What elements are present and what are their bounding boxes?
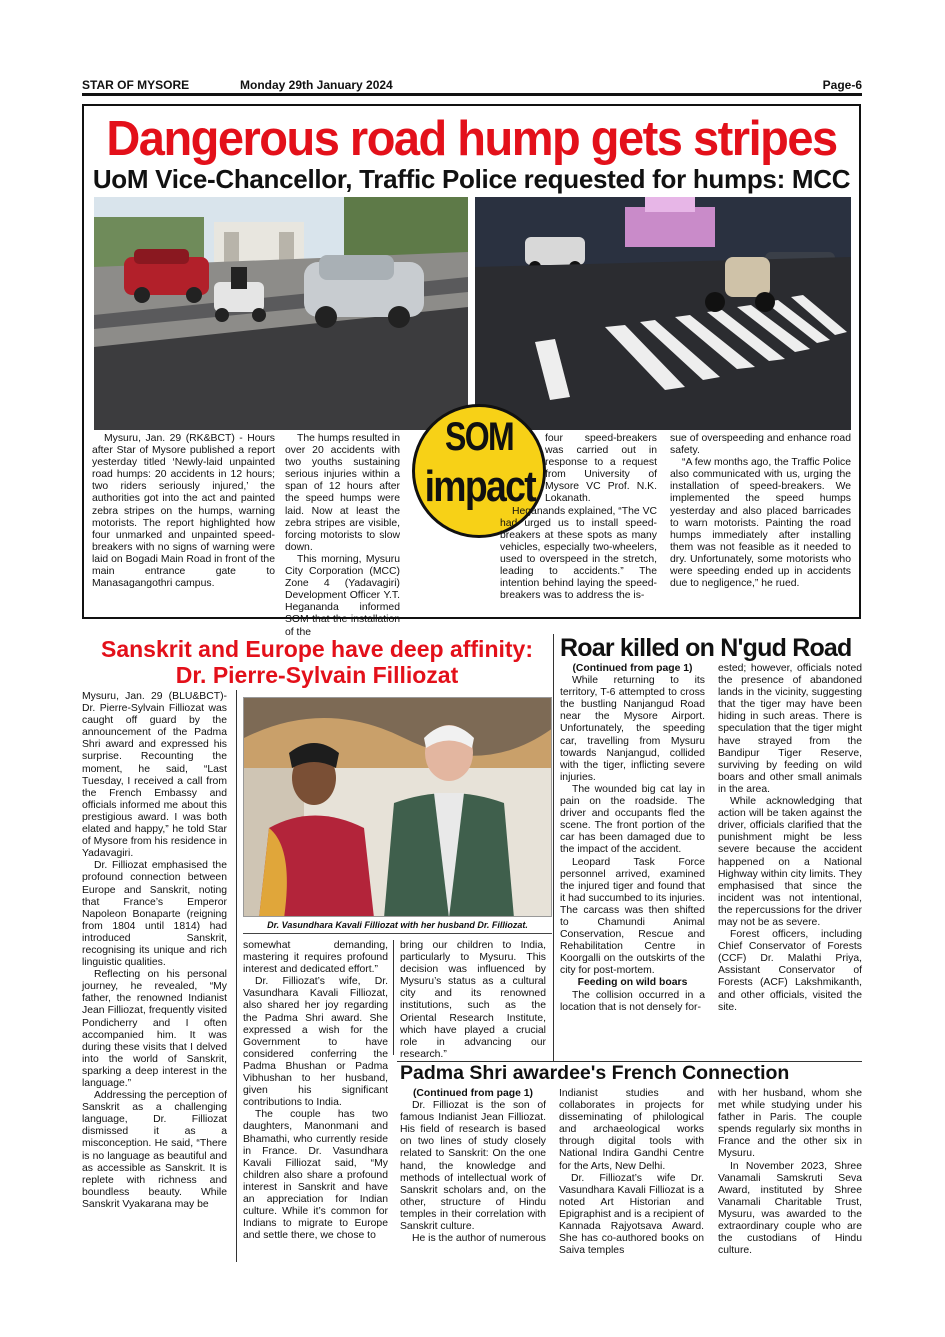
page-number: Page-6 bbox=[822, 78, 862, 92]
sanskrit-col1-para-3: Reflecting on his personal journey, he revealed, “My father, the renowned Indianist Jean Filliozat, frequently visited Pondicherry and I often accompanied him. It was during these visits that I delved into the world of Sanskrit, sparking a deep interest in the language.” bbox=[82, 969, 227, 1089]
road-hump-stripes-photo bbox=[475, 197, 851, 430]
lead-col4-para-a: sue of overspeeding and enhance road safety. bbox=[670, 433, 851, 457]
padma-col2-para-1: Indianist studies and collaborates in projects for disseminating of philological and archaeological works through digital tools with National Indira Gandhi Centre for the Arts, New Delhi. bbox=[559, 1088, 704, 1172]
paper-name: STAR OF MYSORE bbox=[82, 78, 190, 92]
lead-col3-para-b: Heganands explained, “The VC had urged us to install speed-breakers at these spots as many vehicles, especially two-wheelers, used to overspeed in the stretch, leading to accidents.” The intention behind laying the speed-breakers was to address the is- bbox=[500, 505, 657, 602]
roar-subhead: Feeding on wild boars bbox=[577, 977, 688, 989]
column-divider bbox=[393, 940, 394, 1055]
padma-col1-para-1: Dr. Filliozat is the son of famous Indianist Jean Filliozat. His field of research is based on two lines of study closely related to Sanskrit: On the one hand, the knowledge and methods of intellectual work of Sanskrit scholars and, on the other, structure of Hindu temples in their correlation with Sanskrit culture. bbox=[400, 1100, 546, 1233]
filliozat-couple-photo bbox=[243, 697, 552, 917]
lead-col2-para-b: This morning, Mysuru City Corporation (MCC) Zone 4 (Yadavagiri) Development Officer Y.T. Hegananda informed SOM that the installation of the bbox=[285, 553, 400, 638]
lead-col2-para-a: The humps resulted in over 20 accidents with two youths sustaining serious injuries within a span of 12 hours after the speed humps were laid. Now at least the zebra stripes are visible, forcing motorists to slow down. bbox=[285, 433, 400, 553]
padma-headline: Padma Shri awardee's French Connection bbox=[400, 1062, 790, 1084]
sanskrit-column-1 bbox=[82, 691, 227, 1211]
roar-col2-para-1: ested; however, officials noted the presence of abandoned lands in the vicinity, suggesting that the tiger may have been hiding in such areas. There is speculation that the tiger might have strayed from the Bandipur Tiger Reserve, surviving by feeding on wild boars and other small animals in the area. bbox=[718, 663, 862, 795]
column-divider bbox=[236, 690, 237, 1262]
lead-column-4 bbox=[670, 433, 851, 590]
roar-headline: Roar killed on N'gud Road bbox=[560, 634, 852, 662]
padma-col2-para-2: Dr. Filliozat’s wife Dr. Vasundhara Kavali Filliozat is a noted Art Historian and Epigraphist and is a recipient of Kannada Rajyotsava Award. She has co-authored books on Saiva temples bbox=[559, 1172, 704, 1257]
column-divider bbox=[553, 634, 554, 1062]
caption-rule bbox=[243, 933, 552, 934]
roar-col2-para-3: Forest officers, including Chief Conservator of Forests (CCF) Dr. Malathi Priya, Assistant Conservator of Forests (ACF) Lakshmikanth, and other officials, visited the site. bbox=[718, 929, 862, 1013]
sanskrit-col2-para-1: somewhat demanding, mastering it requires profound interest and dedicated effort.” bbox=[243, 940, 388, 976]
sanskrit-column-3 bbox=[400, 940, 546, 1061]
road-hump-day-photo bbox=[94, 197, 468, 430]
masthead bbox=[82, 76, 862, 94]
padma-continued: (Continued from page 1) bbox=[412, 1088, 534, 1099]
lead-col1-text: Mysuru, Jan. 29 (RK&BCT) - Hours after Star of Mysore published a report yesterday titled ‘Newly-laid unpainted road humps: 20 accidents in 12 hours; two riders seriously injured,’ the authorities got into the act and painted zebra stripes on the humps, warning motorists. The report highlighted how four unmarked and unpainted speed-breakers with no signs of warning were laid on Bogadi Main Road in front of the main entrance gate to Manasagangothri campus. bbox=[92, 433, 275, 590]
padma-col3-para-1: with her husband, whom she met while studying under his father in Paris. The couple spends regularly six months in France and the other six in Mysuru. bbox=[718, 1088, 862, 1160]
roar-col1-para-3: Leopard Task Force personnel arrived, examined the injured tiger and found that it had succumbed to its injuries. The carcass was then shifted to Chamundi Animal Conservation, Rescue and Rehabilitation Centre in Koorgalli on the outskirts of the city for post-mortem. bbox=[560, 856, 705, 977]
padma-column-3 bbox=[718, 1088, 862, 1257]
padma-col1-para-2: He is the author of numerous bbox=[412, 1233, 546, 1245]
badge-som-text: SOM bbox=[444, 415, 514, 459]
padma-column-1 bbox=[400, 1088, 546, 1245]
masthead-rule bbox=[82, 93, 862, 96]
sanskrit-column-2 bbox=[243, 940, 388, 1242]
roar-column-1 bbox=[560, 663, 705, 1014]
roar-col2-para-2: While acknowledging that action will be taken against the driver, officials clarified that the punishment might be less severe because the accident happened on a National Highway within city limits. They emphasised that since the incident was not intentional, the repercussions for the driver may not be as severe. bbox=[718, 796, 862, 928]
roar-col1-para-1: While returning to its territory, T-6 attempted to cross the bustling Nanjangud Road near the Mysore Airport. Unfortunately, the speeding car, travelling from Mysuru towards Nanjangud, collided with the tiger, inflicting severe injuries. bbox=[560, 675, 705, 783]
roar-col1-para-2: The wounded big cat lay in pain on the roadside. The driver and occupants fled the scene. The front portion of the car has been damaged due to the impact of the accident. bbox=[560, 783, 705, 856]
sanskrit-col1-para-4: Addressing the perception of Sanskrit as a challenging language, Dr. Filliozat dismissed it as a misconception. He said, “There is no language as beautiful and as accessible as Sanskrit. It is replete with richness and boundless beauty. While Sanskrit Vyakarana may be bbox=[82, 1090, 227, 1210]
issue-date: Monday 29th January 2024 bbox=[240, 78, 393, 92]
sanskrit-photo-caption: Dr. Vasundhara Kavali Filliozat with her husband Dr. Filliozat. bbox=[267, 920, 528, 930]
lead-column-2 bbox=[285, 433, 400, 639]
padma-col3-para-2: In November 2023, Shree Vanamali Samskruti Seva Award, instituted by Shree Vanamali Charitable Trust, Mysuru, was awarded to the extraordinary couple who are the custodians of Hindu culture. bbox=[718, 1160, 862, 1257]
sanskrit-col1-para-2: Dr. Filliozat emphasised the profound connection between Europe and Sanskrit, noting that France’s Emperor Napoleon Bonaparte (reigning from 1804 until 1814) had introduced Sanskrit, recognising its unique and rich linguistic qualities. bbox=[82, 860, 227, 969]
lead-col4-para-b: “A few months ago, the Traffic Police also communicated with us, urging the installation of speed-breakers. We implemented the speed humps yesterday and also placed barricades to warn motorists. Painting the road humps immediately after installing them was not feasible as it needed to dry. Unfortunately, some motorists who were speeding ended up in accidents due to negligence,” he rued. bbox=[670, 457, 851, 590]
sanskrit-col3-text: bring our children to India, particularly to Mysuru. This decision was influenced by Mysuru’s status as a cultural city and its renowned institutions, such as the Oriental Research Institute, which have played a crucial role in advancing our research.” bbox=[400, 940, 546, 1060]
lead-subhead: UoM Vice-Chancellor, Traffic Police requested for humps: MCC bbox=[92, 164, 851, 194]
roar-continued: (Continued from page 1) bbox=[572, 663, 693, 674]
sanskrit-headline-line1: Sanskrit and Europe have deep affinity: bbox=[101, 636, 533, 662]
sanskrit-col2-para-2: Dr. Filliozat’s wife, Dr. Vasundhara Kavali Filliozat, also shared her joy regarding the Padma Shri award. She expressed a wish for the Government to have considered conferring the Padma Bhushan or Padma Vibhushan to her husband, given his significant contributions to India. bbox=[243, 976, 388, 1109]
lead-column-3 bbox=[500, 433, 657, 602]
sanskrit-col1-para-1: Mysuru, Jan. 29 (BLU&BCT)- Dr. Pierre-Sylvain Filliozat was caught off guard by the announcement of the Padma Shri award and expressed his surprise. Recounting the moment, he said, “Last Tuesday, I received a call from the French Embassy and officials informed me about this prestigious award. I was both elated and happy,” he told Star of Mysore from his residence in Yadavagiri. bbox=[82, 691, 227, 860]
sanskrit-headline-line2: Dr. Pierre-Sylvain Filliozat bbox=[175, 662, 459, 688]
padma-column-2 bbox=[559, 1088, 704, 1257]
badge-impact-text: impact bbox=[424, 462, 535, 511]
sanskrit-col2-para-3: The couple has two daughters, Manonmani and Bhamathi, who currently reside in France. Dr. Vasundhara Kavali Filliozat said, “My children also share a profound interest in Sanskrit and have an appreciation for Indian culture. While it’s common for Indians to migrate to Europe and settle there, we chose to bbox=[243, 1109, 388, 1242]
lead-headline: Dangerous road hump gets stripes bbox=[106, 109, 837, 166]
sanskrit-headline bbox=[82, 636, 552, 688]
roar-col1-para-4: The collision occurred in a location that is not densely for- bbox=[560, 989, 705, 1013]
roar-column-2 bbox=[718, 663, 862, 1014]
lead-col3-para-a: four speed-breakers was carried out in response to a request from University of Mysore VC Prof. N.K. Lokanath. bbox=[545, 433, 657, 505]
lead-column-1 bbox=[92, 433, 275, 590]
